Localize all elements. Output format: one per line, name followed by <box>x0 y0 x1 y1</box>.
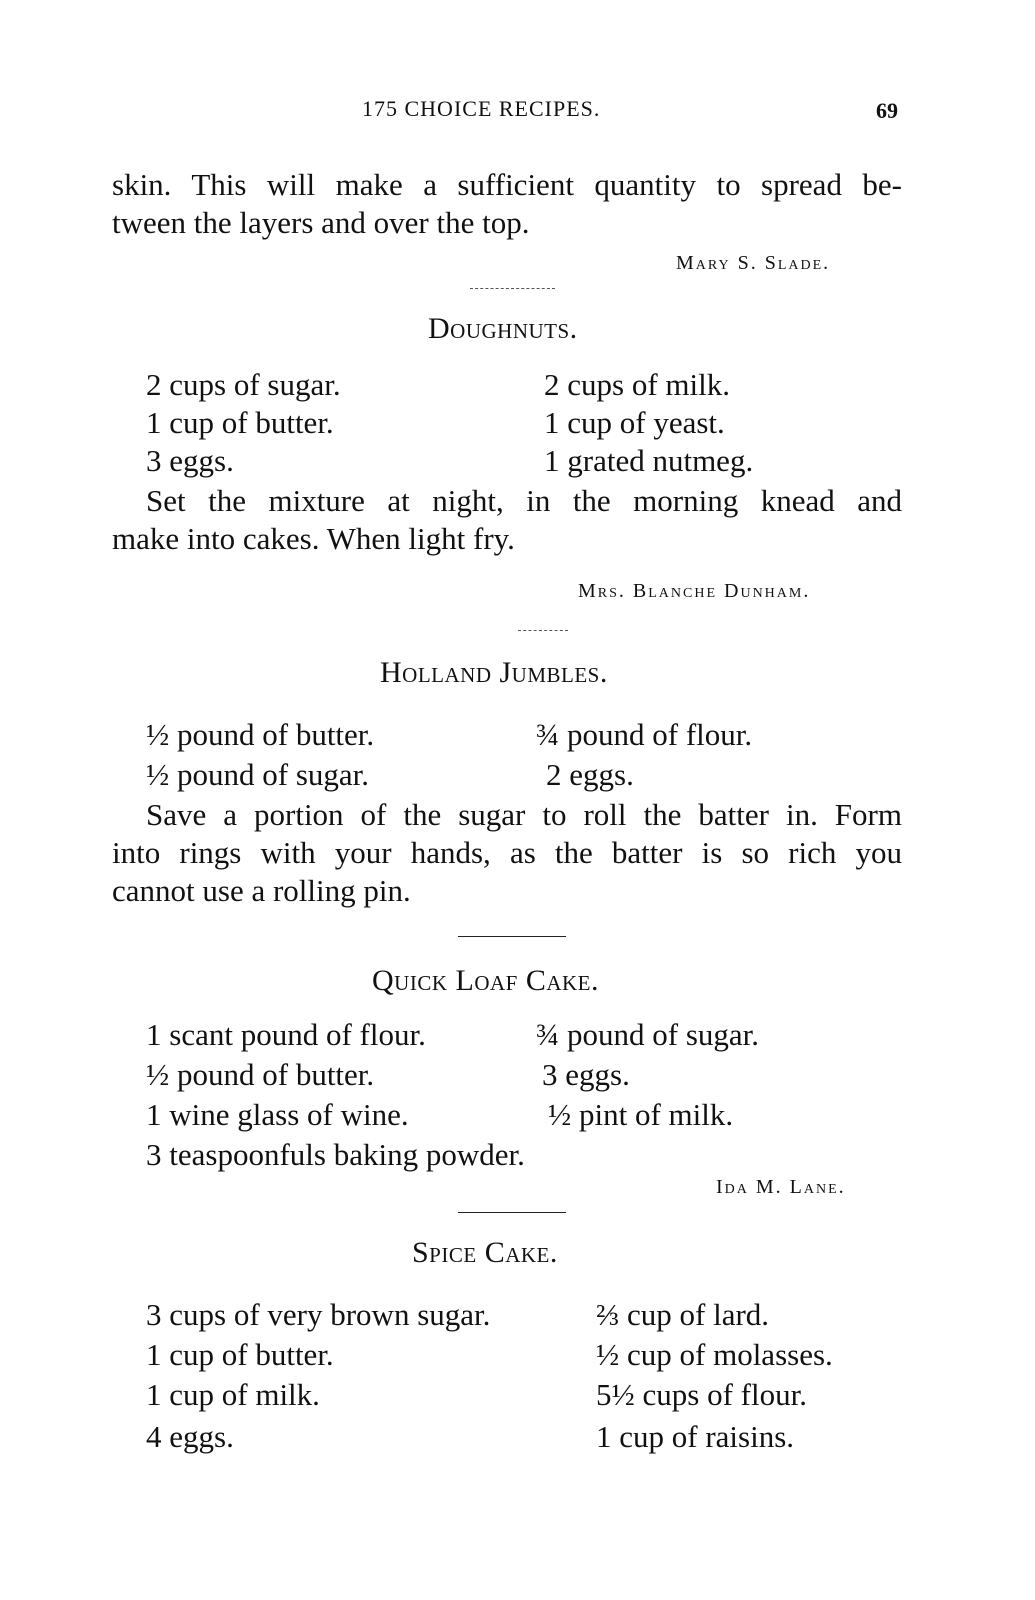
recipe-title: Doughnuts. <box>428 312 578 345</box>
ingredient: 1 wine glass of wine. <box>146 1097 409 1132</box>
directions-line: Set the mixture at night, in the morning knead and <box>146 483 902 518</box>
ingredient: 3 eggs. <box>146 443 234 478</box>
section-divider <box>458 936 566 937</box>
section-divider <box>470 288 555 289</box>
directions-line: Save a portion of the sugar to roll the batter in. Form <box>146 797 902 832</box>
signature: Ida M. Lane. <box>716 1176 846 1198</box>
section-divider <box>458 1212 566 1213</box>
recipe-title: Spice Cake. <box>412 1236 558 1269</box>
ingredient: ¾ pound of sugar. <box>536 1017 760 1052</box>
ingredient: 3 teaspoonfuls baking powder. <box>146 1137 525 1172</box>
ingredient: 1 cup of butter. <box>146 405 334 440</box>
ingredient: 2 cups of milk. <box>544 367 730 402</box>
ingredient: 3 eggs. <box>542 1057 630 1092</box>
ingredient: ½ pound of butter. <box>146 717 375 752</box>
continuation-line: skin. This will make a sufficient quantity to spread be- <box>112 167 902 202</box>
ingredient: 4 eggs. <box>146 1419 234 1454</box>
continuation-line: tween the layers and over the top. <box>112 205 530 240</box>
directions-line: cannot use a rolling pin. <box>112 873 411 908</box>
recipe-title: Holland Jumbles. <box>380 656 608 689</box>
ingredient: 5½ cups of flour. <box>596 1377 807 1412</box>
ingredient: 1 scant pound of flour. <box>146 1017 426 1052</box>
ingredient: ½ pound of butter. <box>146 1057 375 1092</box>
section-divider <box>518 630 568 631</box>
signature: Mary S. Slade. <box>676 252 831 274</box>
ingredient: 3 cups of very brown sugar. <box>146 1297 491 1332</box>
ingredient: 1 cup of raisins. <box>596 1419 795 1454</box>
ingredient: 2 cups of sugar. <box>146 367 341 402</box>
running-title: 175 CHOICE RECIPES. <box>362 96 601 121</box>
ingredient: ½ pint of milk. <box>548 1097 734 1132</box>
recipe-title: Quick Loaf Cake. <box>372 964 599 997</box>
directions-line: into rings with your hands, as the batter is so rich you <box>112 835 902 870</box>
ingredient: ⅔ cup of lard. <box>596 1297 770 1332</box>
ingredient: ½ cup of molasses. <box>596 1337 833 1372</box>
ingredient: 2 eggs. <box>546 757 634 792</box>
ingredient: 1 cup of butter. <box>146 1337 334 1372</box>
ingredient: ½ pound of sugar. <box>146 757 370 792</box>
ingredient: ¾ pound of flour. <box>536 717 753 752</box>
ingredient: 1 cup of milk. <box>146 1377 320 1412</box>
page-number: 69 <box>876 98 898 123</box>
directions-line: make into cakes. When light fry. <box>112 521 515 556</box>
ingredient: 1 grated nutmeg. <box>544 443 754 478</box>
ingredient: 1 cup of yeast. <box>544 405 725 440</box>
signature: Mrs. Blanche Dunham. <box>578 580 811 602</box>
